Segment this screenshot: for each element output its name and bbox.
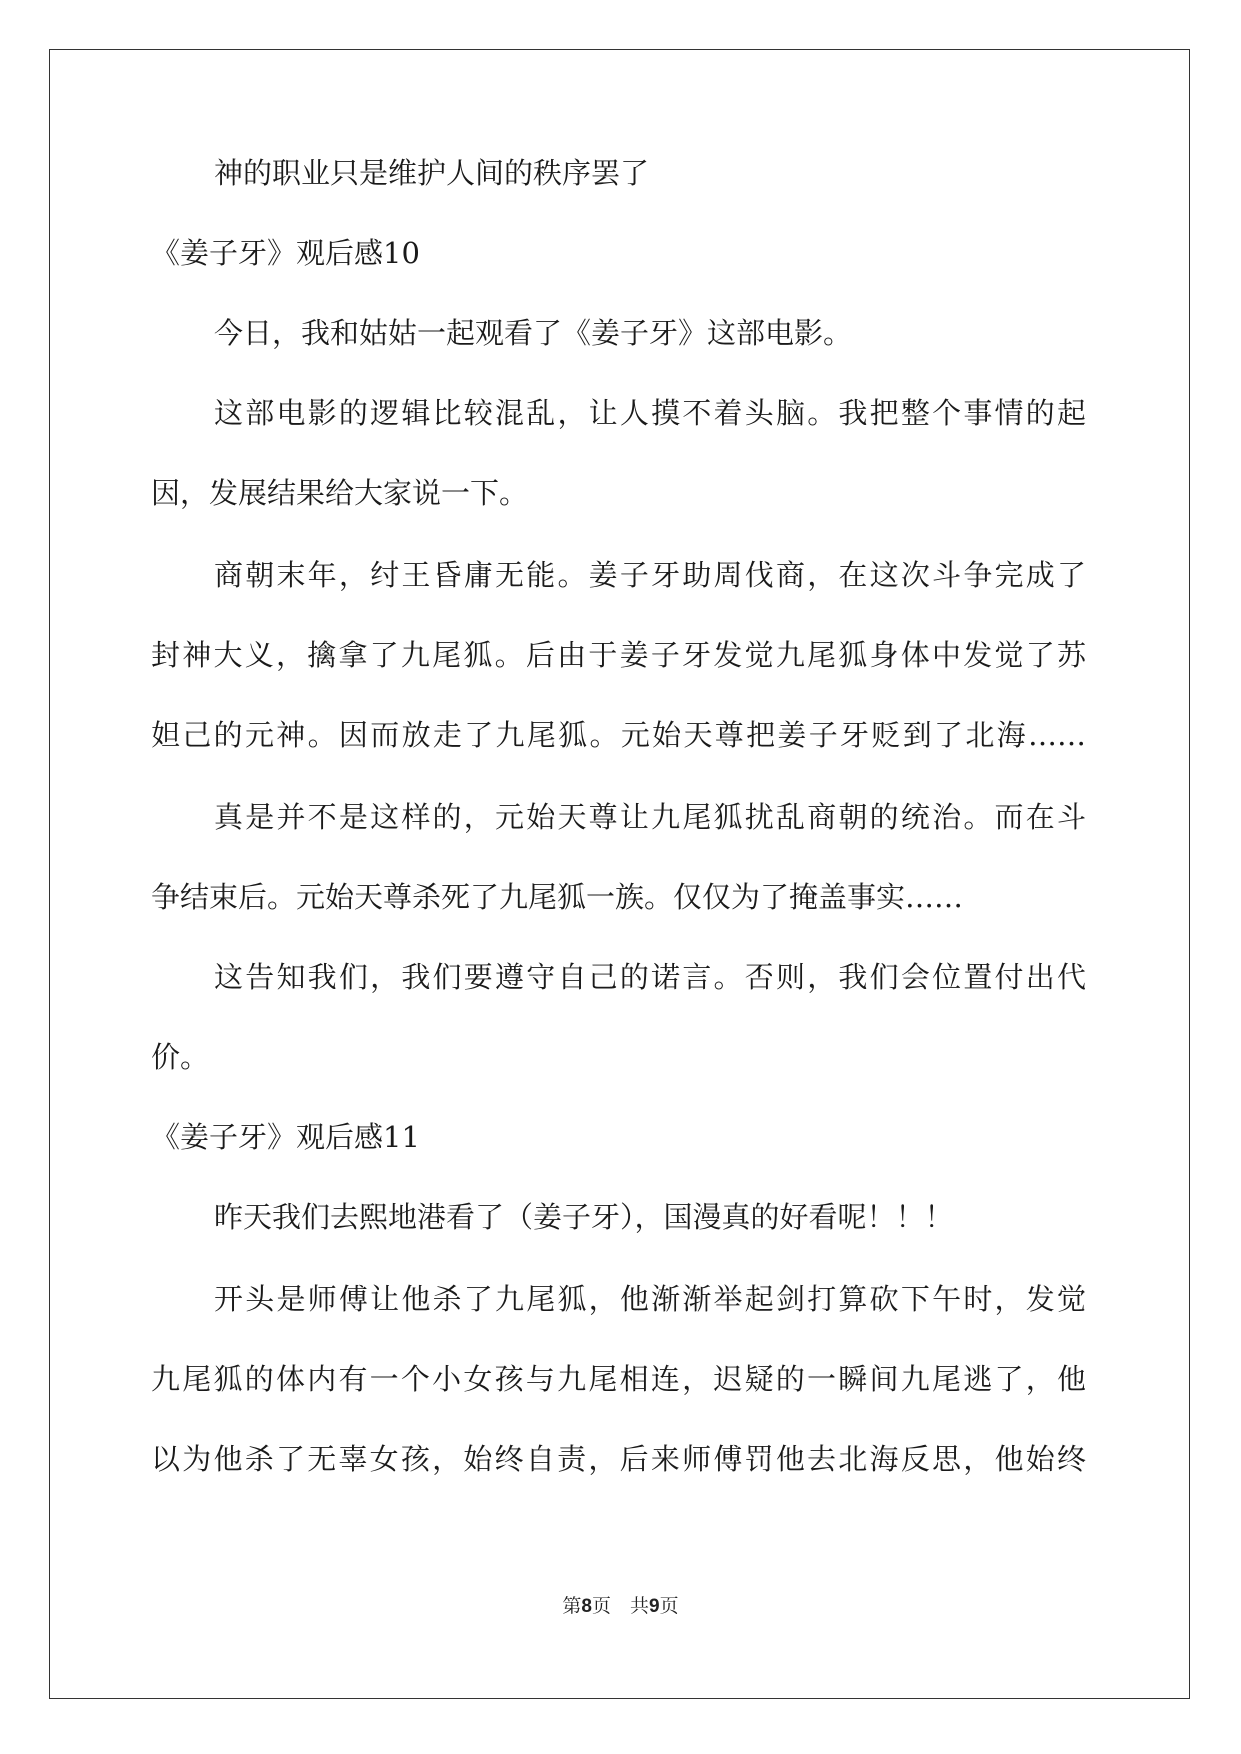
paragraph-line: 这部电影的逻辑比较混乱，让人摸不着头脑。我把整个事情的起: [214, 396, 1086, 430]
paragraph-line: 以为他杀了无辜女孩，始终自责，后来师傅罚他去北海反思，他始终: [151, 1442, 1086, 1476]
paragraph-line: 开头是师傅让他杀了九尾狐，他渐渐举起剑打算砍下午时，发觉: [214, 1282, 1086, 1316]
footer-mid: 页 共: [591, 1595, 649, 1617]
total-page-number: 9: [649, 1596, 660, 1617]
section-heading: 《姜子牙》观后感11: [151, 1120, 420, 1154]
paragraph-line: 真是并不是这样的，元始天尊让九尾狐扰乱商朝的统治。而在斗: [214, 800, 1086, 834]
paragraph-line: 价。: [151, 1040, 210, 1074]
current-page-number: 8: [581, 1596, 592, 1617]
section-heading: 《姜子牙》观后感10: [151, 236, 420, 270]
paragraph-line: 这告知我们，我们要遵守自己的诺言。否则，我们会位置付出代: [214, 960, 1086, 994]
paragraph-line: 妲己的元神。因而放走了九尾狐。元始天尊把姜子牙贬到了北海……: [151, 718, 1086, 752]
paragraph-line: 九尾狐的体内有一个小女孩与九尾相连，迟疑的一瞬间九尾逃了，他: [151, 1362, 1086, 1396]
footer-suffix: 页: [659, 1595, 679, 1617]
paragraph-line: 神的职业只是维护人间的秩序罢了: [214, 156, 650, 190]
paragraph-line: 商朝末年，纣王昏庸无能。姜子牙助周伐商，在这次斗争完成了: [214, 558, 1086, 592]
paragraph-line: 昨天我们去熙地港看了（姜子牙），国漫真的好看呢！！！: [214, 1200, 954, 1234]
page-number-footer: [0, 1593, 1241, 1620]
paragraph-line: 今日，我和姑姑一起观看了《姜子牙》这部电影。: [214, 316, 853, 350]
paragraph-line: 争结束后。元始天尊杀死了九尾狐一族。仅仅为了掩盖事实……: [151, 880, 964, 914]
footer-prefix: 第: [562, 1595, 582, 1617]
paragraph-line: 因，发展结果给大家说一下。: [151, 476, 529, 510]
paragraph-line: 封神大义，擒拿了九尾狐。后由于姜子牙发觉九尾狐身体中发觉了苏: [151, 638, 1086, 672]
